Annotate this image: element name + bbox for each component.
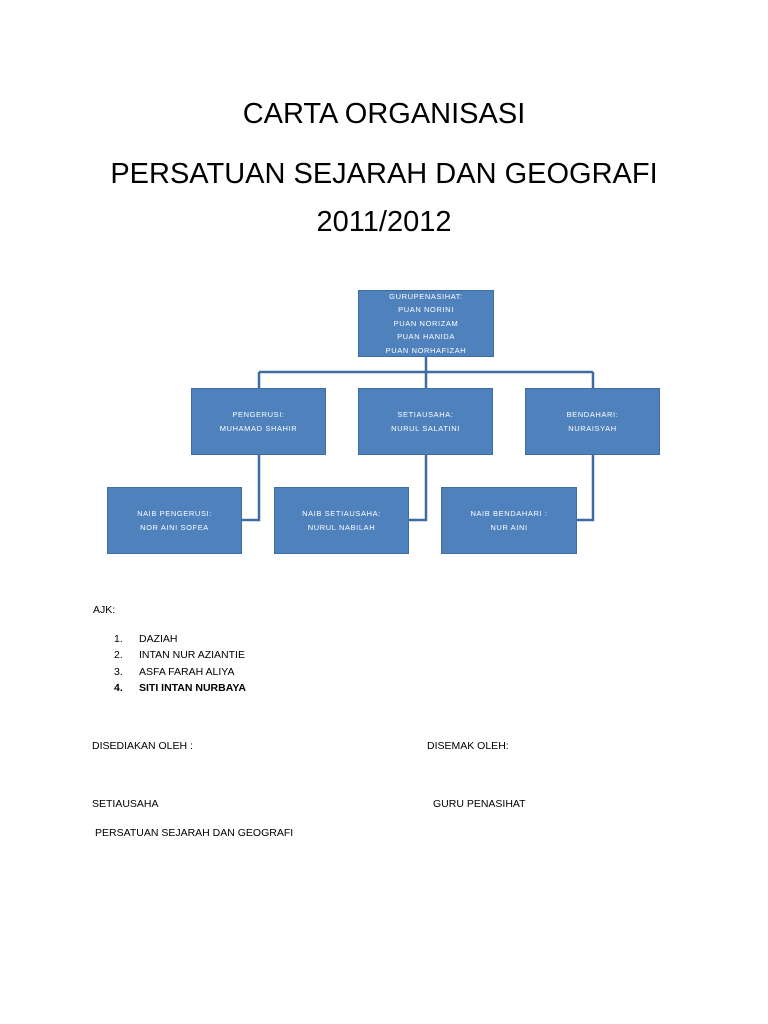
list-item <box>114 664 246 680</box>
org-box-guru-penasihat <box>358 290 494 357</box>
org-box-role: NAIB SETIAUSAHA: <box>302 509 381 518</box>
org-box-role: GURUPENASIHAT: <box>389 291 463 301</box>
prepared-by-organization: PERSATUAN SEJARAH DAN GEOGRAFI <box>95 827 294 839</box>
prepared-by-label: DISEDIAKAN OLEH : <box>92 740 193 752</box>
document-subtitle: PERSATUAN SEJARAH DAN GEOGRAFI <box>110 158 658 190</box>
ajk-list <box>114 631 246 697</box>
list-item-number: 1. <box>114 633 123 645</box>
list-item-number: 3. <box>114 665 123 678</box>
org-box-member: PUAN NORINI <box>398 305 454 315</box>
list-item-name: SITI INTAN NURBAYA <box>139 682 246 695</box>
connector-setiausaha-to-naib <box>409 455 426 520</box>
list-item-number: 4. <box>114 682 123 695</box>
org-box-member: PUAN NORIZAM <box>393 318 459 328</box>
org-box-member: NURUL SALATINI <box>391 423 460 433</box>
list-item <box>114 647 246 663</box>
org-box-setiausaha <box>358 388 493 455</box>
connector-pengerusi-to-naib <box>242 455 259 520</box>
list-item-name: INTAN NUR AZIANTIE <box>139 649 245 662</box>
list-item-name: ASFA FARAH ALIYA <box>139 665 235 678</box>
org-box-role: SETIAUSAHA: <box>397 410 454 419</box>
list-item-name: DAZIAH <box>139 633 178 645</box>
document-title: CARTA ORGANISASI <box>242 98 526 130</box>
org-box-member: NURUL NABILAH <box>307 522 376 532</box>
org-box-member: PUAN NORHAFIZAH <box>385 345 467 355</box>
org-box-bendahari <box>525 388 660 455</box>
org-box-role: NAIB BENDAHARI : <box>470 509 548 518</box>
org-box-role: BENDAHARI: <box>566 410 619 419</box>
checked-by-role: GURU PENASIHAT <box>433 798 526 810</box>
org-box-role: NAIB PENGERUSI: <box>137 509 212 518</box>
checked-by-label: DISEMAK OLEH: <box>427 740 509 752</box>
org-box-member: NOR AINI SOFEA <box>140 522 209 532</box>
org-box-naib-pengerusi <box>107 487 242 554</box>
org-box-member: NURAISYAH <box>568 423 617 433</box>
org-box-role: PENGERUSI: <box>232 410 285 419</box>
org-box-member: NUR AINI <box>490 522 528 532</box>
ajk-label: AJK: <box>93 604 116 616</box>
list-item <box>114 680 246 696</box>
list-item-number: 2. <box>114 649 123 662</box>
document-year: 2011/2012 <box>316 206 452 238</box>
org-box-naib-setiausaha <box>274 487 409 554</box>
prepared-by-role: SETIAUSAHA <box>92 798 159 810</box>
connector-bendahari-to-naib <box>577 455 593 520</box>
org-box-member: PUAN HANIDA <box>397 332 455 342</box>
list-item <box>114 631 246 647</box>
org-box-naib-bendahari <box>441 487 577 554</box>
org-box-pengerusi <box>191 388 326 455</box>
org-box-member: MUHAMAD SHAHIR <box>219 423 298 433</box>
